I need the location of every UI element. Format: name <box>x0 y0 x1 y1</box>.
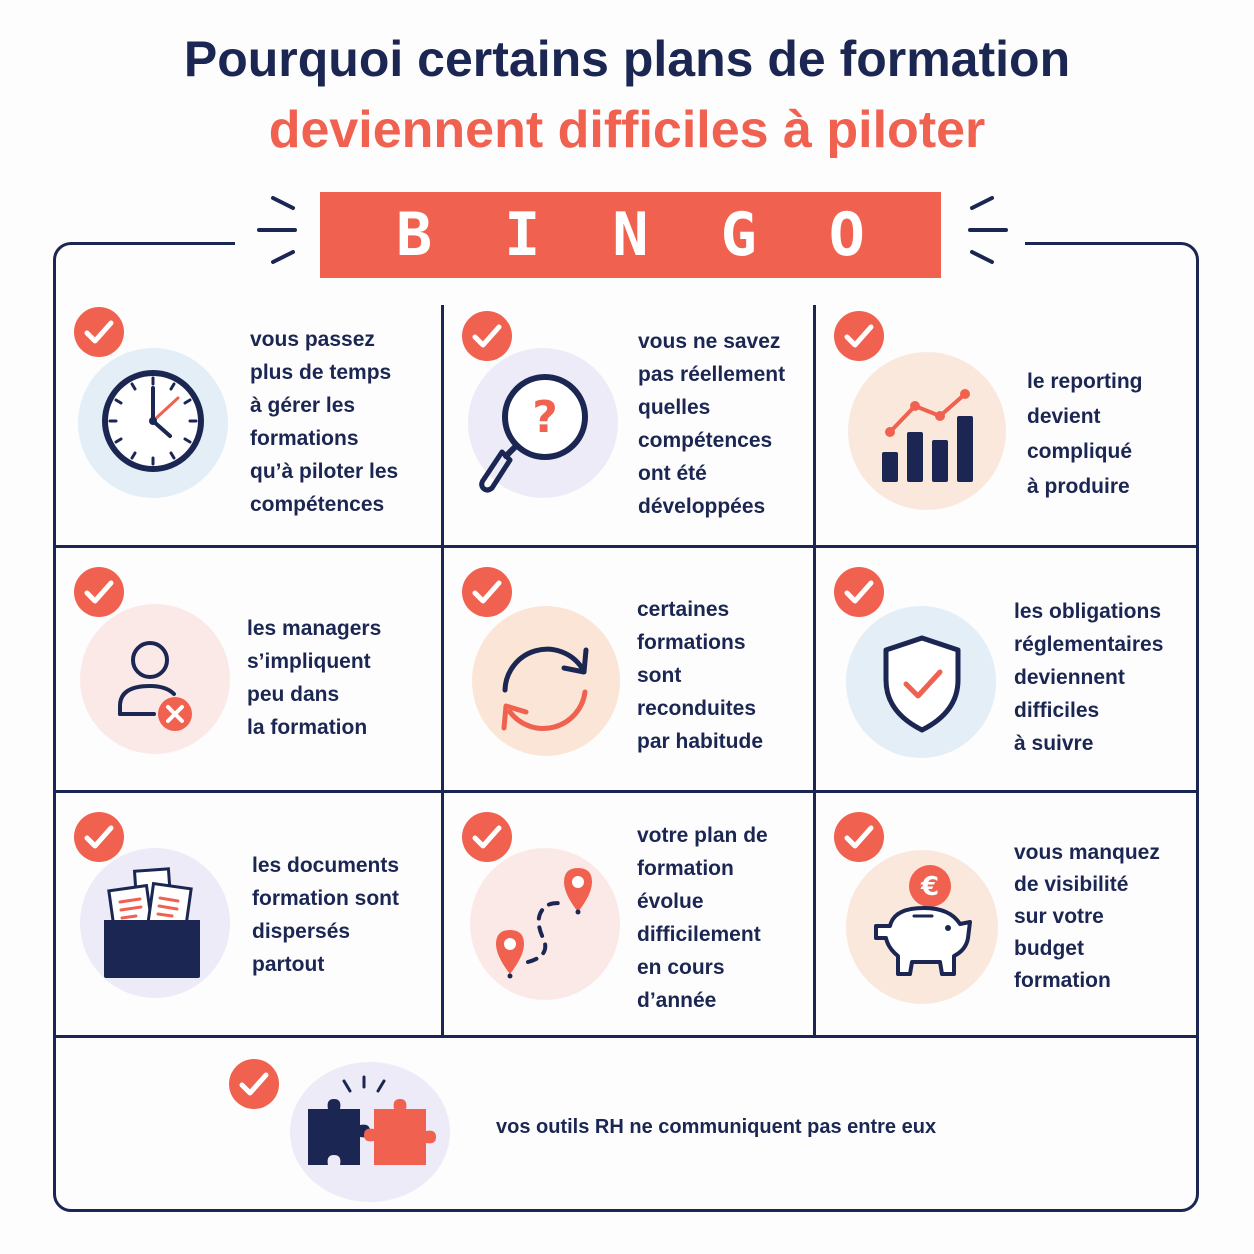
check-icon <box>73 566 125 618</box>
grid-divider-horizontal <box>56 545 1196 548</box>
svg-text:?: ? <box>532 392 558 443</box>
bingo-letter: I <box>504 200 541 270</box>
magnifier-question-icon <box>478 370 598 495</box>
cell-text: le reporting devient compliqué à produire <box>1027 370 1143 498</box>
check-icon <box>73 811 125 863</box>
grid-divider-horizontal <box>56 790 1196 793</box>
bottom-cell-text: vos outils RH ne communiquent pas entre eux <box>496 1116 937 1138</box>
cell-text: vous passez plus de temps à gérer les formations qu’à piloter les compétences <box>250 328 399 516</box>
rays-left-icon <box>255 190 303 270</box>
check-icon <box>461 566 513 618</box>
route-pins-icon <box>488 864 598 984</box>
cell-text: les managers s’impliquent peu dans la formation <box>247 617 382 739</box>
check-icon <box>228 1058 280 1110</box>
cell-text: certaines formations sont reconduites par habitude <box>637 598 764 753</box>
page-title: Pourquoi certains plans de formation <box>183 31 1071 87</box>
bingo-letter: B <box>396 200 433 270</box>
refresh-cycle-icon <box>490 632 600 742</box>
cell-text: les obligations réglementaires deviennent difficiles à suivre <box>1014 600 1164 755</box>
cell-text: vous ne savez pas réellement quelles compétences ont été développées <box>638 330 786 518</box>
check-icon <box>461 310 513 362</box>
bar-chart-icon <box>876 382 986 486</box>
grid-divider-vertical <box>441 305 444 1035</box>
grid-divider-horizontal <box>56 1035 1196 1038</box>
puzzle-icon <box>300 1075 440 1180</box>
cell-text: vous manquez de visibilité sur votre budget formation <box>1014 841 1160 992</box>
piggy-bank-euro-icon <box>868 862 978 986</box>
check-icon <box>833 566 885 618</box>
folder-documents-icon <box>100 866 206 982</box>
bingo-banner <box>320 192 941 278</box>
check-icon <box>73 306 125 358</box>
bingo-letter: O <box>828 200 865 270</box>
clock-icon <box>98 366 208 476</box>
page-subtitle: deviennent difficiles à piloter <box>268 101 986 159</box>
user-x-icon <box>112 636 202 736</box>
check-icon <box>833 310 885 362</box>
grid-divider-vertical <box>813 305 816 1035</box>
check-icon <box>833 811 885 863</box>
check-icon <box>461 811 513 863</box>
rays-right-icon <box>962 190 1010 270</box>
shield-check-icon <box>878 632 966 736</box>
svg-text:€: € <box>920 872 940 902</box>
bingo-letter: G <box>720 200 757 270</box>
cell-text: les documents formation sont dispersés partout <box>252 854 400 976</box>
cell-text: votre plan de formation évolue difficilement en cours d’année <box>637 824 768 1012</box>
bingo-letter: N <box>612 200 649 270</box>
